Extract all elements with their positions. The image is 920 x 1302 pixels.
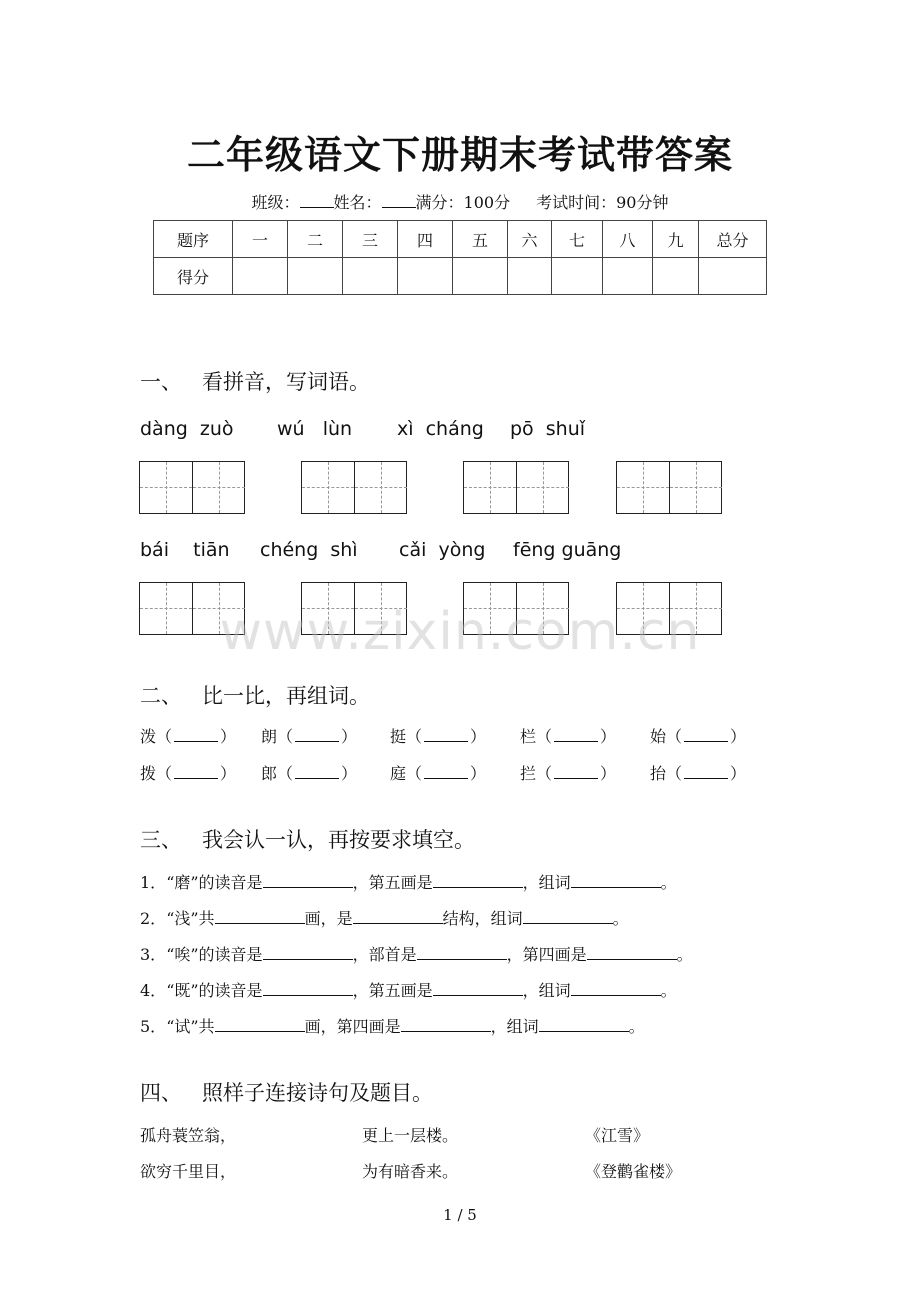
answer-blank[interactable] [554, 766, 598, 779]
answer-blank[interactable] [174, 729, 218, 742]
score-col: 九 [653, 221, 699, 258]
writing-grid[interactable] [463, 461, 569, 514]
answer-blank[interactable] [684, 729, 728, 742]
question-line: 2．“浅”共 画，是 结构，组词 。 [140, 909, 629, 928]
score-cell[interactable] [453, 258, 508, 295]
section-title: 照样子连接诗句及题目。 [202, 1081, 433, 1105]
poem-line[interactable]: 为有暗香来。 [362, 1162, 459, 1181]
poem-line[interactable]: 孤舟蓑笠翁， [140, 1126, 237, 1145]
pinyin-label: bái tiān [140, 539, 230, 561]
section-title: 比一比，再组词。 [202, 684, 370, 708]
compare-item: 朗（ ） [261, 727, 358, 746]
answer-blank[interactable] [571, 981, 661, 996]
section-number: 二、 [140, 684, 182, 708]
watermark: www.zixin.com.cn [219, 602, 701, 662]
score-col: 三 [343, 221, 398, 258]
section-1-heading [140, 366, 370, 396]
answer-blank[interactable] [401, 1017, 491, 1032]
section-3-heading [140, 824, 475, 854]
answer-blank[interactable] [539, 1017, 629, 1032]
score-col-total: 总分 [699, 221, 767, 258]
answer-blank[interactable] [433, 981, 523, 996]
section-number: 四、 [140, 1081, 182, 1105]
compare-item: 拨（ ） [140, 764, 237, 783]
compare-item: 泼（ ） [140, 727, 237, 746]
answer-blank[interactable] [295, 766, 339, 779]
score-col: 五 [453, 221, 508, 258]
answer-blank[interactable] [424, 729, 468, 742]
score-col: 一 [233, 221, 288, 258]
score-table-score-row [154, 258, 767, 295]
section-4-heading [140, 1077, 433, 1107]
answer-blank[interactable] [523, 909, 613, 924]
writing-grid[interactable] [301, 461, 407, 514]
pinyin-label: chéng shì [260, 539, 358, 561]
score-col: 七 [552, 221, 603, 258]
answer-blank[interactable] [587, 945, 677, 960]
pinyin-label: dàng zuò [140, 418, 234, 440]
section-2-heading [140, 680, 370, 710]
poem-title[interactable]: 《江雪》 [585, 1126, 650, 1145]
poem-title[interactable]: 《登鹳雀楼》 [585, 1162, 682, 1181]
answer-blank[interactable] [263, 945, 353, 960]
question-line: 1．“磨”的读音是 ，第五画是 ，组词 。 [140, 873, 677, 892]
name-label: 姓名： [333, 193, 382, 212]
compare-item: 栏（ ） [520, 727, 617, 746]
poem-line[interactable]: 更上一层楼。 [362, 1126, 459, 1145]
exam-info [0, 190, 920, 213]
score-cell[interactable] [552, 258, 603, 295]
answer-blank[interactable] [174, 766, 218, 779]
page-title: 二年级语文下册期末考试带答案 [186, 133, 733, 177]
score-header-label: 题序 [154, 221, 233, 258]
compare-item: 郎（ ） [261, 764, 358, 783]
question-line: 3．“唉”的读音是 ，部首是 ，第四画是 。 [140, 945, 693, 964]
pinyin-label: pō shuǐ [510, 418, 586, 440]
answer-blank[interactable] [571, 873, 661, 888]
page-number: 1 / 5 [443, 1206, 477, 1224]
pinyin-label: wú lùn [277, 418, 353, 440]
class-blank[interactable] [300, 193, 334, 208]
section-number: 三、 [140, 828, 182, 852]
score-cell[interactable] [603, 258, 653, 295]
score-table-header-row [154, 221, 767, 258]
score-row-label: 得分 [154, 258, 233, 295]
answer-blank[interactable] [263, 981, 353, 996]
score-table [153, 220, 767, 295]
score-cell[interactable] [653, 258, 699, 295]
poem-line[interactable]: 欲穷千里目， [140, 1162, 237, 1181]
score-cell[interactable] [233, 258, 288, 295]
compare-item: 挺（ ） [390, 727, 487, 746]
compare-item: 抬（ ） [650, 764, 747, 783]
compare-item: 拦（ ） [520, 764, 617, 783]
exam-time: 考试时间：90分钟 [536, 193, 669, 212]
section-title: 看拼音，写词语。 [202, 370, 370, 394]
answer-blank[interactable] [424, 766, 468, 779]
section-title: 我会认一认，再按要求填空。 [202, 828, 475, 852]
answer-blank[interactable] [353, 909, 443, 924]
writing-grid[interactable] [616, 461, 722, 514]
full-score: 满分：100分 [415, 193, 511, 212]
answer-blank[interactable] [215, 1017, 305, 1032]
score-col: 六 [508, 221, 552, 258]
score-cell[interactable] [343, 258, 398, 295]
answer-blank[interactable] [554, 729, 598, 742]
pinyin-label: fēng guāng [513, 539, 622, 561]
score-cell[interactable] [398, 258, 453, 295]
answer-blank[interactable] [263, 873, 353, 888]
answer-blank[interactable] [295, 729, 339, 742]
compare-item: 始（ ） [650, 727, 747, 746]
score-cell[interactable] [288, 258, 343, 295]
score-cell[interactable] [508, 258, 552, 295]
section-number: 一、 [140, 370, 182, 394]
answer-blank[interactable] [684, 766, 728, 779]
writing-grid[interactable] [139, 461, 245, 514]
score-col: 八 [603, 221, 653, 258]
answer-blank[interactable] [433, 873, 523, 888]
pinyin-label: cǎi yòng [399, 539, 486, 561]
pinyin-label: xì cháng [397, 418, 484, 440]
question-line: 5．“试”共 画，第四画是 ，组词 。 [140, 1017, 645, 1036]
compare-item: 庭（ ） [390, 764, 487, 783]
score-col: 二 [288, 221, 343, 258]
class-label: 班级： [251, 193, 300, 212]
score-cell[interactable] [699, 258, 767, 295]
answer-blank[interactable] [215, 909, 305, 924]
question-line: 4．“既”的读音是 ，第五画是 ，组词 。 [140, 981, 677, 1000]
name-blank[interactable] [382, 193, 416, 208]
score-col: 四 [398, 221, 453, 258]
answer-blank[interactable] [417, 945, 507, 960]
